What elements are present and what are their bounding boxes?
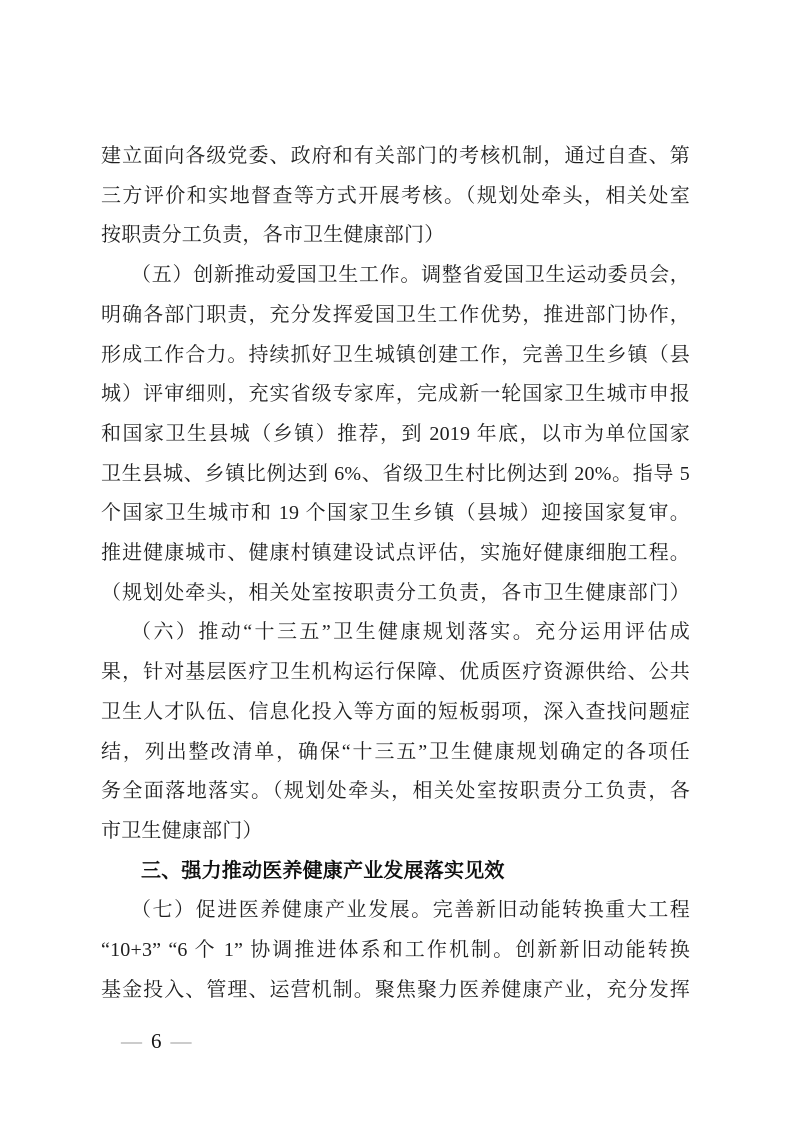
page-number-value: 6	[151, 1029, 162, 1053]
body-line-5: 明确各部门职责，充分发挥爱国卫生工作优势，推进部门协作，	[101, 303, 690, 326]
body-line-8: 和国家卫生县城（乡镇）推荐，到 2019 年底，以市为单位国家	[101, 422, 690, 445]
body-line-22: 基金投入、管理、运营机制。聚焦聚力医养健康产业，充分发挥	[101, 978, 690, 1001]
body-line-3: 按职责分工负责，各市卫生健康部门）	[101, 224, 445, 247]
body-line-13: （六）推动“十三五”卫生健康规划落实。充分运用评估成	[131, 621, 690, 644]
body-line-9: 卫生县城、乡镇比例达到 6%、省级卫生村比例达到 20%。指导 5	[101, 462, 690, 485]
body-line-6: 形成工作合力。持续抓好卫生城镇创建工作，完善卫生乡镇（县	[101, 343, 690, 366]
body-line-10: 个国家卫生城市和 19 个国家卫生乡镇（县城）迎接国家复审。	[101, 502, 690, 525]
body-line-20: （七）促进医养健康产业发展。完善新旧动能转换重大工程	[131, 899, 690, 922]
body-line-4: （五）创新推动爱国卫生工作。调整省爱国卫生运动委员会，	[131, 264, 690, 287]
body-line-14: 果，针对基层医疗卫生机构运行保障、优质医疗资源供给、公共	[101, 661, 690, 684]
body-line-18: 市卫生健康部门）	[101, 819, 263, 842]
body-line-2: 三方评价和实地督查等方式开展考核。（规划处牵头，相关处室	[101, 184, 690, 207]
body-line-21: “10+3” “6 个 1” 协调推进体系和工作机制。创新新旧动能转换	[101, 939, 690, 962]
page-number	[121, 1028, 192, 1055]
body-line-16: 结，列出整改清单，确保“十三五”卫生健康规划确定的各项任	[101, 740, 690, 763]
body-line-11: 推进健康城市、健康村镇建设试点评估，实施好健康细胞工程。	[101, 542, 690, 565]
body-line-15: 卫生人才队伍、信息化投入等方面的短板弱项，深入查找问题症	[101, 700, 690, 723]
body-line-1: 建立面向各级党委、政府和有关部门的考核机制，通过自查、第	[101, 145, 690, 167]
document-body	[101, 137, 690, 1010]
section-heading: 三、强力推动医养健康产业发展落实见效	[141, 859, 505, 882]
body-line-17: 务全面落地落实。（规划处牵头，相关处室按职责分工负责，各	[101, 780, 690, 803]
body-line-7: 城）评审细则，充实省级专家库，完成新一轮国家卫生城市申报	[101, 383, 690, 406]
page-number-dash: —	[121, 1029, 142, 1053]
body-line-12: （规划处牵头，相关处室按职责分工负责，各市卫生健康部门）	[101, 581, 690, 604]
page-number-dash: —	[170, 1029, 192, 1053]
